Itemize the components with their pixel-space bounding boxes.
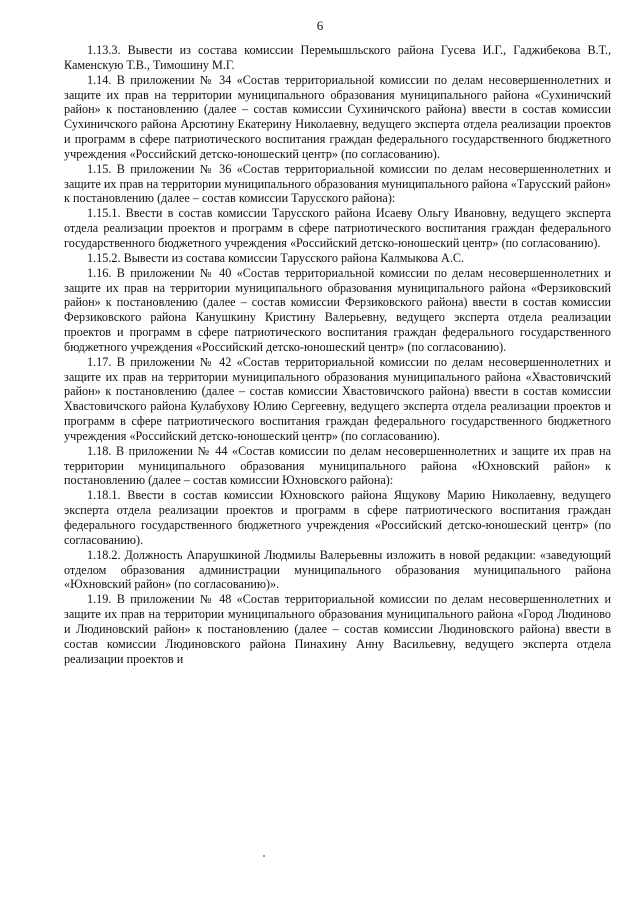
paragraph-1-15-1: 1.15.1. Ввести в состав комиссии Тарусского района Исаеву Ольгу Ивановну, ведущего эксперта отдела реализации проектов и программ в сфере патриотического воспитания граждан федерального государственного бюджетного учреждения «Российский детско-юношеский центр» (по согласованию).	[64, 206, 611, 250]
paragraph-1-19: 1.19. В приложении № 48 «Состав территориальной комиссии по делам несовершеннолетних и защите их прав на территории муниципального образования муниципального района «Город Людиново и Людиновский район» к постановлению (далее – состав комиссии Людиновского района) ввести в состав комиссии Людиновского района Пинахину Анну Васильевну, ведущего эксперта отдела реализации проектов и	[64, 592, 611, 666]
paragraph-1-15: 1.15. В приложении № 36 «Состав территориальной комиссии по делам несовершеннолетних и защите их прав на территории муниципального образования муниципального района «Тарусский район» к постановлению (далее – состав комиссии Тарусского района):	[64, 161, 611, 206]
paragraph-1-13-3: 1.13.3. Вывести из состава комиссии Перемышльского района Гусева И.Г., Гаджибекова В.Т., Каменскую Т.В., Тимошину М.Г.	[64, 43, 611, 72]
paragraph-1-14: 1.14. В приложении № 34 «Состав территориальной комиссии по делам несовершеннолетних и защите их прав на территории муниципального образования муниципального района «Сухиничский район» к постановлению (далее – состав комиссии Сухиничского района) ввести в состав комиссии Сухиничского района Арсютину Екатерину Николаевну, ведущего эксперта отдела реализации проектов и программ в сфере патриотического воспитания граждан федерального государственного бюджетного учреждения «Российский детско-юношеский центр» (по согласованию).	[64, 72, 611, 161]
paragraph-1-18: 1.18. В приложении № 44 «Состав комиссии по делам несовершеннолетних и защите их прав на территории муниципального образования муниципального района «Юхновский район» к постановлению (далее – состав комиссии Юхновского района):	[64, 443, 611, 488]
paragraph-1-17: 1.17. В приложении № 42 «Состав территориальной комиссии по делам несовершеннолетних и защите их прав на территории муниципального образования муниципального района «Хвастовичский район» к постановлению (далее – состав комиссии Хвастовичского района) ввести в состав комиссии Хвастовичского района Кулабухову Юлию Сергеевну, ведущего эксперта отдела реализации проектов и программ в сфере патриотического воспитания граждан федерального государственного бюджетного учреждения «Российский детско-юношеский центр» (по согласованию).	[64, 354, 611, 443]
page-number: 6	[316, 18, 324, 33]
paragraph-1-16: 1.16. В приложении № 40 «Состав территориальной комиссии по делам несовершеннолетних и защите их прав на территории муниципального образования муниципального района «Ферзиковский район» к постановлению (далее – состав комиссии Ферзиковского района) ввести в состав комиссии Ферзиковского района Канушкину Кристину Валерьевну, ведущего эксперта отдела реализации проектов и программ в сфере патриотического воспитания граждан федерального государственного бюджетного учреждения «Российский детско-юношеский центр» (по согласованию).	[64, 265, 611, 354]
document-body	[64, 43, 611, 666]
paragraph-1-18-2: 1.18.2. Должность Апарушкиной Людмилы Валерьевны изложить в новой редакции: «заведующий отделом образования администрации муниципального образования муниципального района «Юхновский район» (по согласованию)».	[64, 547, 611, 592]
paragraph-1-18-1: 1.18.1. Ввести в состав комиссии Юхновского района Ящукову Марию Николаевну, ведущего эксперта отдела реализации проектов и программ в сфере патриотического воспитания граждан федерального государственного бюджетного учреждения «Российский детско-юношеский центр» (по согласованию).	[64, 488, 611, 547]
scan-speck	[263, 855, 265, 857]
paragraph-1-15-2: 1.15.2. Вывести из состава комиссии Тарусского района Калмыкова А.С.	[87, 250, 465, 265]
